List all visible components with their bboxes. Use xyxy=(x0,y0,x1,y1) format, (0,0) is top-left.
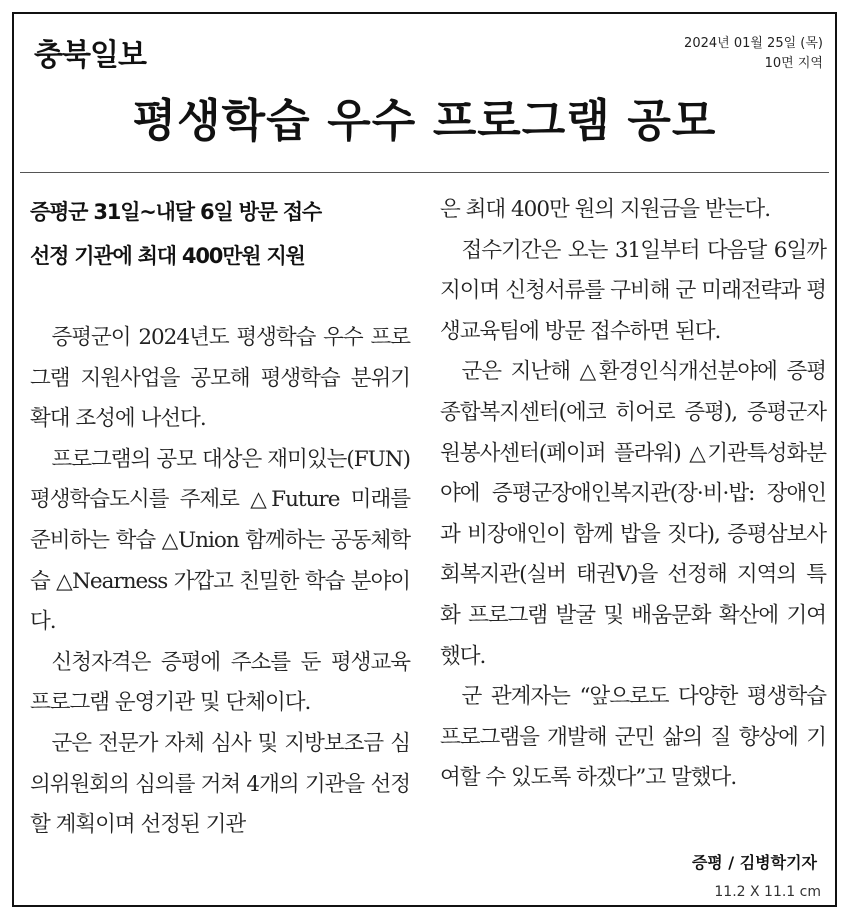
reporter-byline: 증평 / 김병학기자 xyxy=(691,853,817,872)
publication-info xyxy=(684,34,823,74)
publication-date: 2024년 01월 25일 (목) xyxy=(684,36,823,51)
header-divider xyxy=(20,172,829,173)
newspaper-name: 충북일보 xyxy=(34,38,146,73)
article-headline: 평생학습 우수 프로그램 공모 xyxy=(132,94,717,147)
subhead-spacer xyxy=(30,278,410,318)
newspaper-clipping xyxy=(12,12,837,907)
paragraph-continuation: 은 최대 400만 원의 지원금을 받는다. xyxy=(440,197,771,222)
subheadline-1: 증평군 31일~내달 6일 방문 접수 xyxy=(30,200,322,224)
article-column-right xyxy=(440,190,826,799)
paragraph: 군 관계자는 “앞으로도 다양한 평생학습 프로그램을 개발해 군민 삶의 질 향상에 기여할 수 있도록 하겠다”고 말했다. xyxy=(440,684,826,791)
paragraph: 신청자격은 증평에 주소를 둔 평생교육 프로그램 운영기관 및 단체이다. xyxy=(30,649,410,716)
page-section: 10면 지역 xyxy=(764,56,823,71)
paragraph: 군은 전문가 자체 심사 및 지방보조금 심의위원회의 심의를 거쳐 4개의 기관을 선정할 계획이며 선정된 기관 xyxy=(30,730,410,838)
paragraph: 증평군이 2024년도 평생학습 우수 프로그램 지원사업을 공모해 평생학습 분위기 확대 조성에 나선다. xyxy=(30,325,410,432)
paragraph: 프로그램의 공모 대상은 재미있는(FUN) 평생학습도시를 주제로 △Future 미래를 준비하는 학습 △Union 함께하는 공동체학습 △Nearness 가깝고 친밀한 학습 분야이다. xyxy=(30,446,410,635)
clipping-size: 11.2 X 11.1 cm xyxy=(714,884,821,900)
paragraph: 군은 지난해 △환경인식개선분야에 증평종합복지센터(에코 히어로 증평), 증평군자원봉사센터(페이퍼 플라워) △기관특성화분야에 증평군장애인복지관(장·비·밥: 장애인과 비장애인이 함께 밥을 짓다), 증평삼보사회복지관(실버 태권V)을 선정해 지역의 특화 프로그램 발굴 및 배움문화 확산에 기여했다. xyxy=(440,359,826,669)
paragraph: 접수기간은 오는 31일부터 다음달 6일까지이며 신청서류를 구비해 군 미래전략과 평생교육팀에 방문 접수하면 된다. xyxy=(440,237,826,344)
article-column-left xyxy=(30,190,410,846)
subheadline-2: 선정 기관에 최대 400만원 지원 xyxy=(30,244,305,268)
